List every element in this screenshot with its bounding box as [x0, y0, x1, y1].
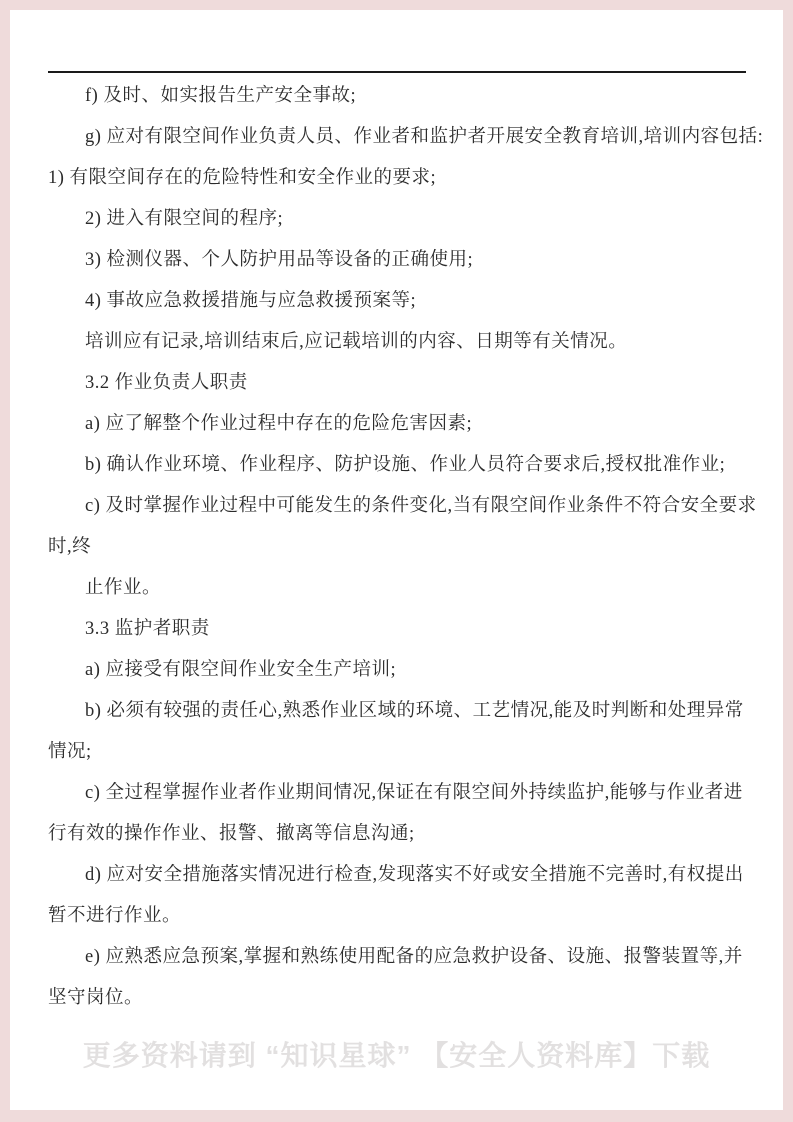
text-line: 止作业。 [85, 578, 162, 598]
header-separator-rule [48, 71, 746, 73]
text-line: b) 确认作业环境、作业程序、防护设施、作业人员符合要求后,授权批准作业; [85, 455, 726, 475]
text-line: e) 应熟悉应急预案,掌握和熟练使用配备的应急救护设备、设施、报警装置等,并 [85, 947, 743, 967]
text-line: g) 应对有限空间作业负责人员、作业者和监护者开展安全教育培训,培训内容包括: [85, 127, 764, 147]
text-line: 2) 进入有限空间的程序; [85, 209, 284, 229]
text-line: 3.3 监护者职责 [85, 619, 210, 639]
text-line: c) 及时掌握作业过程中可能发生的条件变化,当有限空间作业条件不符合安全要求 [85, 496, 757, 516]
text-line: f) 及时、如实报告生产安全事故; [85, 86, 357, 106]
text-line: 情况; [48, 742, 92, 762]
text-line: 1) 有限空间存在的危险特性和安全作业的要求; [48, 168, 437, 188]
text-line: 暂不进行作业。 [48, 906, 182, 926]
text-line: a) 应接受有限空间作业安全生产培训; [85, 660, 397, 680]
text-line: 时,终 [48, 537, 92, 557]
text-line: 培训应有记录,培训结束后,应记载培训的内容、日期等有关情况。 [85, 332, 628, 352]
text-line: 4) 事故应急救援措施与应急救援预案等; [85, 291, 417, 311]
text-line: 3.2 作业负责人职责 [85, 373, 248, 393]
text-line: 行有效的操作作业、报警、撤离等信息沟通; [48, 824, 415, 844]
text-line: a) 应了解整个作业过程中存在的危险危害因素; [85, 414, 473, 434]
text-line: 3) 检测仪器、个人防护用品等设备的正确使用; [85, 250, 474, 270]
text-line: b) 必须有较强的责任心,熟悉作业区域的环境、工艺情况,能及时判断和处理异常 [85, 701, 744, 721]
text-line: d) 应对安全措施落实情况进行检查,发现落实不好或安全措施不完善时,有权提出 [85, 865, 744, 885]
text-line: c) 全过程掌握作业者作业期间情况,保证在有限空间外持续监护,能够与作业者进 [85, 783, 743, 803]
document-body [48, 76, 764, 1019]
text-line: 坚守岗位。 [48, 988, 144, 1008]
watermark-text: 更多资料请到 “知识星球” 【安全人资料库】下载 [82, 1040, 711, 1071]
